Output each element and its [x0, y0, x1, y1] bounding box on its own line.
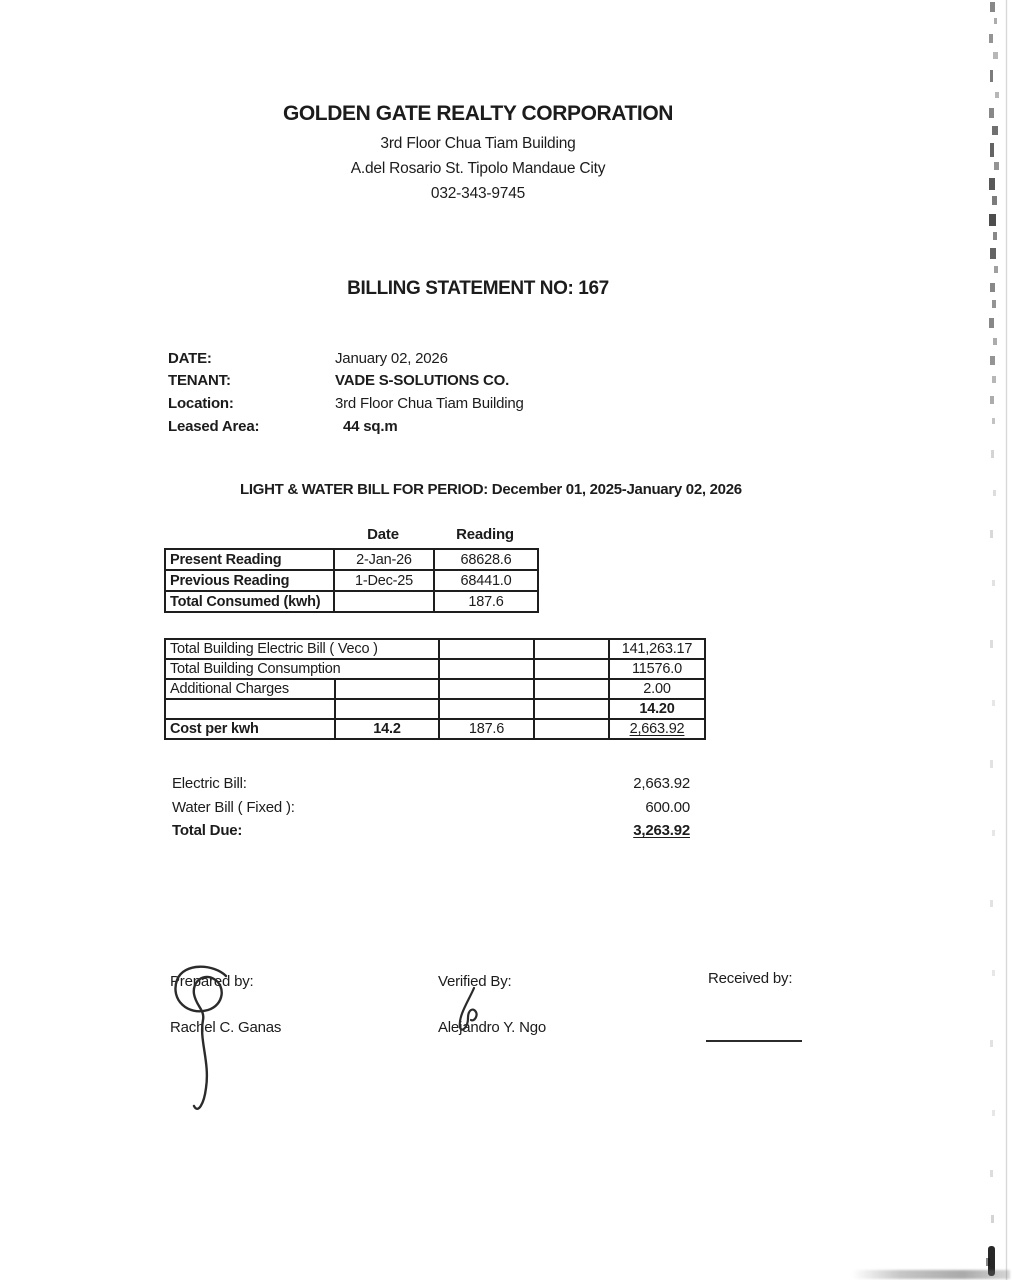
reading-table-header-date: Date	[367, 526, 399, 543]
info-row-date	[168, 347, 524, 370]
total-consumed-label: Total Consumed (kwh)	[165, 591, 334, 612]
cost-per-kwh-amount: 2,663.92	[609, 719, 705, 739]
tenant-value: VADE S-SOLUTIONS CO.	[335, 372, 510, 390]
cost-per-kwh-label: Cost per kwh	[165, 719, 335, 739]
empty-cell	[534, 699, 609, 719]
total-consumed-value: 187.6	[434, 591, 538, 612]
company-address-line1: 3rd Floor Chua Tiam Building	[380, 135, 576, 152]
present-reading-label: Present Reading	[165, 549, 334, 570]
date-value: January 02, 2026	[335, 349, 448, 367]
summary-row-total-due	[172, 819, 690, 842]
electric-bill-amount: 2,663.92	[633, 775, 690, 793]
reading-table-header-reading: Reading	[456, 526, 514, 543]
empty-cell	[335, 699, 439, 719]
building-consumption-label: Total Building Consumption	[165, 659, 439, 679]
table-row	[165, 659, 705, 679]
summary-row-water	[172, 795, 690, 818]
present-reading-date: 2-Jan-26	[334, 549, 434, 570]
table-row	[165, 639, 705, 659]
empty-cell	[534, 679, 609, 699]
verified-by-name: Alejandro Y. Ngo	[438, 1019, 546, 1036]
tenant-info-block	[168, 347, 524, 437]
cost-per-kwh-consumption: 187.6	[439, 719, 534, 739]
prepared-by-name: Rachel C. Ganas	[170, 1019, 282, 1036]
total-due-label: Total Due:	[172, 821, 243, 839]
empty-cell	[439, 659, 534, 679]
company-address-line2: A.del Rosario St. Tipolo Mandaue City	[350, 160, 606, 177]
leased-area-label: Leased Area:	[168, 417, 260, 435]
prepared-by-label: Prepared by:	[170, 973, 254, 990]
company-header	[2, 102, 954, 206]
scan-edge-artifact	[980, 0, 1012, 1280]
empty-cell	[165, 699, 335, 719]
location-value: 3rd Floor Chua Tiam Building	[335, 394, 524, 412]
water-bill-amount: 600.00	[645, 798, 690, 816]
info-row-leased-area	[168, 415, 524, 438]
table-row	[165, 699, 705, 719]
previous-reading-value: 68441.0	[434, 570, 538, 591]
water-bill-label: Water Bill ( Fixed ):	[172, 798, 295, 816]
info-row-location	[168, 392, 524, 415]
location-label: Location:	[168, 394, 234, 412]
summary-row-electric	[172, 772, 690, 795]
previous-reading-label: Previous Reading	[165, 570, 334, 591]
empty-cell	[534, 719, 609, 739]
building-electric-bill-amount: 141,263.17	[609, 639, 705, 659]
rate-total-amount: 14.20	[609, 699, 705, 719]
tenant-label: TENANT:	[168, 372, 231, 390]
cost-per-kwh-rate: 14.2	[335, 719, 439, 739]
empty-cell	[335, 679, 439, 699]
previous-reading-date: 1-Dec-25	[334, 570, 434, 591]
reading-table	[164, 548, 539, 613]
date-label: DATE:	[168, 349, 212, 367]
verified-by-label: Verified By:	[438, 973, 512, 990]
electric-bill-label: Electric Bill:	[172, 775, 247, 793]
table-row	[165, 679, 705, 699]
period-title: LIGHT & WATER BILL FOR PERIOD: December 01, 2025-January 02, 2026	[240, 481, 742, 498]
table-row	[165, 570, 538, 591]
info-row-tenant	[168, 370, 524, 393]
company-name: GOLDEN GATE REALTY CORPORATION	[282, 102, 674, 125]
billing-table	[164, 638, 706, 740]
empty-cell	[439, 679, 534, 699]
building-consumption-amount: 11576.0	[609, 659, 705, 679]
company-phone: 032-343-9745	[430, 185, 526, 202]
empty-cell	[534, 659, 609, 679]
present-reading-value: 68628.6	[434, 549, 538, 570]
additional-charges-amount: 2.00	[609, 679, 705, 699]
building-electric-bill-label: Total Building Electric Bill ( Veco )	[165, 639, 439, 659]
table-row	[165, 549, 538, 570]
empty-cell	[439, 639, 534, 659]
leased-area-value: 44 sq.m	[343, 417, 398, 435]
table-row	[165, 591, 538, 612]
empty-cell	[439, 699, 534, 719]
total-due-amount: 3,263.92	[633, 821, 690, 839]
additional-charges-label: Additional Charges	[165, 679, 335, 699]
received-by-signature-line	[706, 1040, 802, 1042]
table-row	[165, 719, 705, 739]
statement-title: BILLING STATEMENT NO: 167	[347, 278, 609, 299]
scan-bottom-smudge	[852, 1270, 1010, 1279]
summary-block	[172, 772, 690, 842]
empty-cell	[534, 639, 609, 659]
received-by-label: Received by:	[708, 970, 793, 987]
empty-cell	[334, 591, 434, 612]
